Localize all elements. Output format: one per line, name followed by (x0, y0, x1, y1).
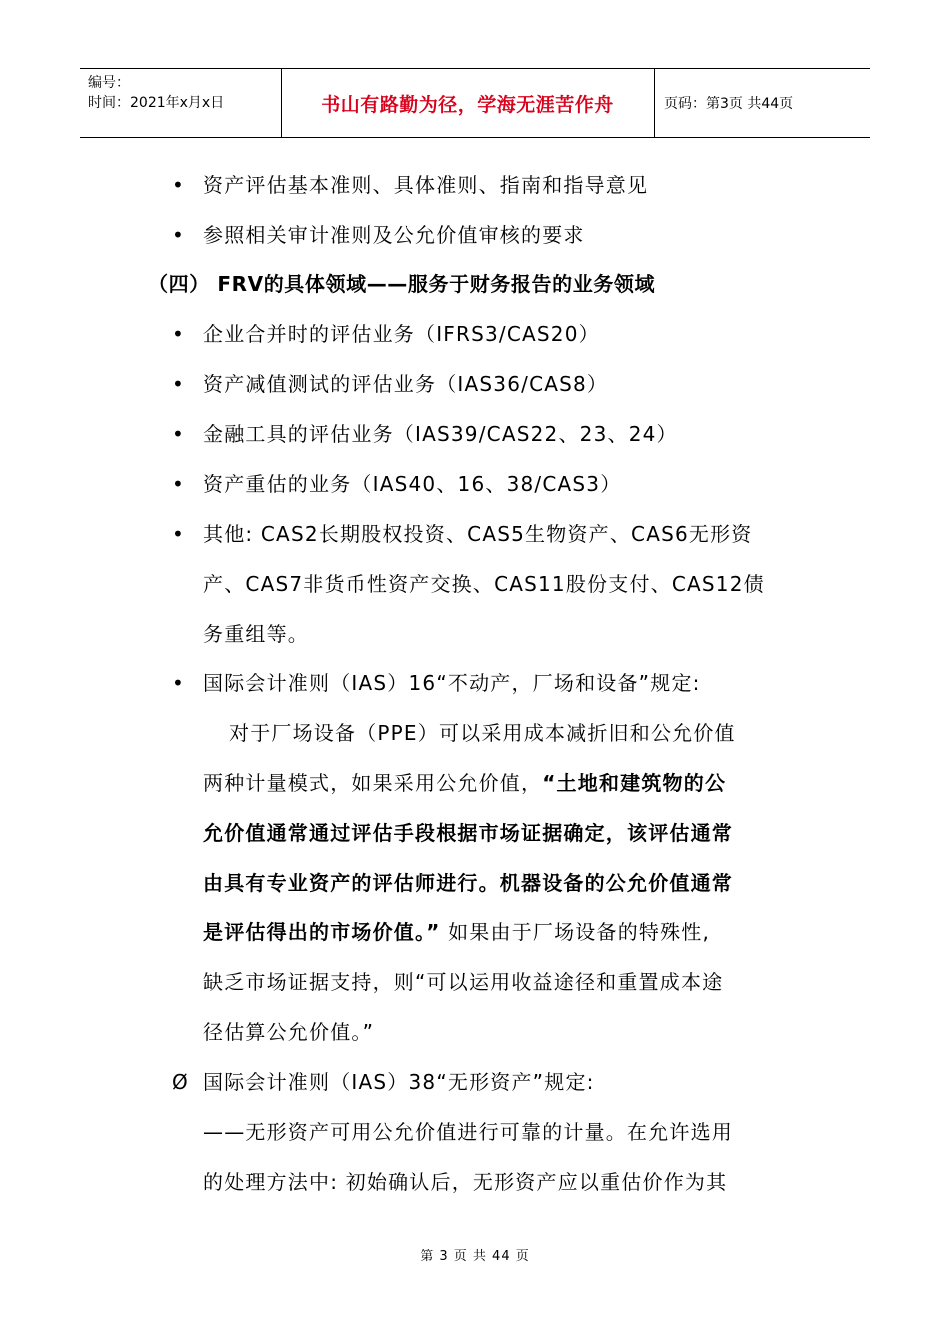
list-item: 企业合并时的评估业务（IFRS3/CAS20） (203, 322, 600, 346)
page-header (80, 68, 870, 138)
paragraph-emphasis: “土地和建筑物的公 (542, 771, 727, 795)
header-page-info: 页码：第3页 共44页 (664, 96, 794, 112)
header-date-label: 时间：2021年x月x日 (88, 95, 225, 111)
list-item: 其他: CAS2长期股权投资、CAS5生物资产、CAS6无形资 (203, 522, 753, 546)
paragraph-text: 两种计量模式，如果采用公允价值， (203, 771, 543, 795)
bullet-icon: • (172, 522, 184, 546)
header-meta (88, 73, 224, 113)
bullet-icon: • (172, 422, 184, 446)
paragraph-line (203, 771, 726, 795)
section-heading: （四） FRV的具体领域——服务于财务报告的业务领域 (148, 272, 656, 296)
paragraph-text: 如果由于厂场设备的特殊性, (440, 920, 711, 944)
paragraph-emphasis: 是评估得出的市场价值。” (203, 920, 441, 944)
paragraph-emphasis: 由具有专业资产的评估师进行。机器设备的公允价值通常 (203, 871, 733, 895)
list-item: 参照相关审计准则及公允价值审核的要求 (203, 223, 585, 247)
paragraph-emphasis: 允价值通常通过评估手段根据市场证据确定，该评估通常 (203, 821, 733, 845)
page-footer: 第 3 页 共 44 页 (420, 1249, 530, 1264)
paragraph-line: ——无形资产可用公允价值进行可靠的计量。在允许选用 (203, 1120, 733, 1144)
list-item-continuation: 务重组等。 (203, 622, 309, 646)
list-item-continuation: 产、CAS7非货币性资产交换、CAS11股份支付、CAS12债 (203, 572, 765, 596)
list-item: 国际会计准则（IAS）16“不动产，厂场和设备”规定: (203, 671, 701, 695)
bullet-icon: • (172, 472, 184, 496)
bullet-icon: • (172, 223, 184, 247)
list-item: 资产评估基本准则、具体准则、指南和指导意见 (203, 173, 649, 197)
bullet-icon: • (172, 173, 184, 197)
paragraph-line: 缺乏市场证据支持，则“可以运用收益途径和重置成本途 (203, 970, 724, 994)
paragraph-line (203, 920, 710, 944)
bullet-icon: • (172, 372, 184, 396)
list-item: 金融工具的评估业务（IAS39/CAS22、23、24） (203, 422, 678, 446)
list-item: 资产减值测试的评估业务（IAS36/CAS8） (203, 372, 609, 396)
paragraph-line: 对于厂场设备（PPE）可以采用成本减折旧和公允价值 (229, 721, 736, 745)
paragraph-line: 径估算公允价值。” (203, 1020, 375, 1044)
list-item: 国际会计准则（IAS）38“无形资产”规定: (203, 1070, 595, 1094)
bullet-icon: • (172, 322, 184, 346)
paragraph-line: 的处理方法中: 初始确认后，无形资产应以重估价作为其 (203, 1170, 728, 1194)
header-divider (654, 69, 655, 137)
header-motto: 书山有路勤为径，学海无涯苦作舟 (321, 93, 614, 116)
arrow-bullet-icon: Ø (172, 1070, 188, 1094)
bullet-icon: • (172, 671, 184, 695)
list-item: 资产重估的业务（IAS40、16、38/CAS3） (203, 472, 622, 496)
header-number-label: 编号： (88, 75, 130, 91)
